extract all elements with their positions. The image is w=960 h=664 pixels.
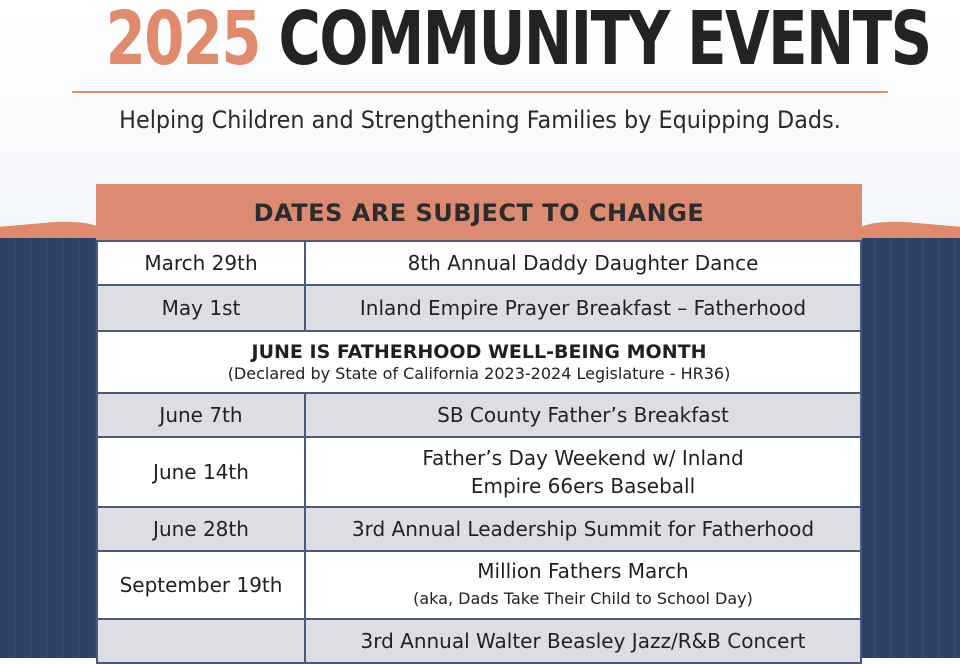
- month-note: [98, 332, 860, 392]
- month-note-subtext: (Declared by State of California 2023-2024 Legislature - HR36): [227, 364, 731, 383]
- event-title-text: 3rd Annual Leadership Summit for Fatherhood: [351, 517, 815, 541]
- event-title-text: 3rd Annual Walter Beasley Jazz/R&B Concert: [360, 629, 806, 653]
- event-title: [306, 508, 860, 550]
- table-row: [96, 242, 862, 286]
- event-title: [306, 242, 860, 284]
- event-date: June 28th: [98, 508, 306, 550]
- right-curtain: [860, 238, 960, 658]
- event-title-line: Father’s Day Weekend w/ Inland: [422, 446, 744, 470]
- table-row: [96, 438, 862, 508]
- event-title: [306, 620, 860, 662]
- event-subtitle: (aka, Dads Take Their Child to School Day): [413, 589, 753, 608]
- dates-subject-banner: DATES ARE SUBJECT TO CHANGE: [96, 184, 862, 240]
- table-row: [96, 508, 862, 552]
- event-date: May 1st: [98, 286, 306, 330]
- event-title: [306, 438, 860, 506]
- headline: [105, 0, 931, 84]
- event-title-text: Inland Empire Prayer Breakfast – Fatherhood: [359, 296, 807, 320]
- table-row: [96, 620, 862, 664]
- headline-title: COMMUNITY EVENTS: [278, 0, 931, 82]
- event-title-text: Million Fathers March: [477, 559, 689, 583]
- tagline: Helping Children and Strengthening Families by Equipping Dads.: [119, 106, 841, 134]
- event-title: [306, 552, 860, 618]
- headline-year: 2025: [105, 0, 261, 82]
- table-row: [96, 394, 862, 438]
- event-date: June 14th: [98, 438, 306, 506]
- events-table: [96, 240, 862, 664]
- table-row: [96, 286, 862, 332]
- table-row: [96, 552, 862, 620]
- left-curtain: [0, 238, 100, 658]
- event-date: June 7th: [98, 394, 306, 436]
- title-divider: [72, 91, 888, 93]
- month-note-heading: JUNE IS FATHERHOOD WELL-BEING MONTH: [251, 341, 707, 363]
- event-date: [98, 620, 306, 662]
- event-date: March 29th: [98, 242, 306, 284]
- table-row-month-note: [96, 332, 862, 394]
- event-title: [306, 286, 860, 330]
- event-title-line: Empire 66ers Baseball: [470, 474, 696, 498]
- event-title-text: SB County Father’s Breakfast: [437, 403, 729, 427]
- event-date: September 19th: [98, 552, 306, 618]
- event-title: [306, 394, 860, 436]
- event-title-text: 8th Annual Daddy Daughter Dance: [407, 251, 759, 275]
